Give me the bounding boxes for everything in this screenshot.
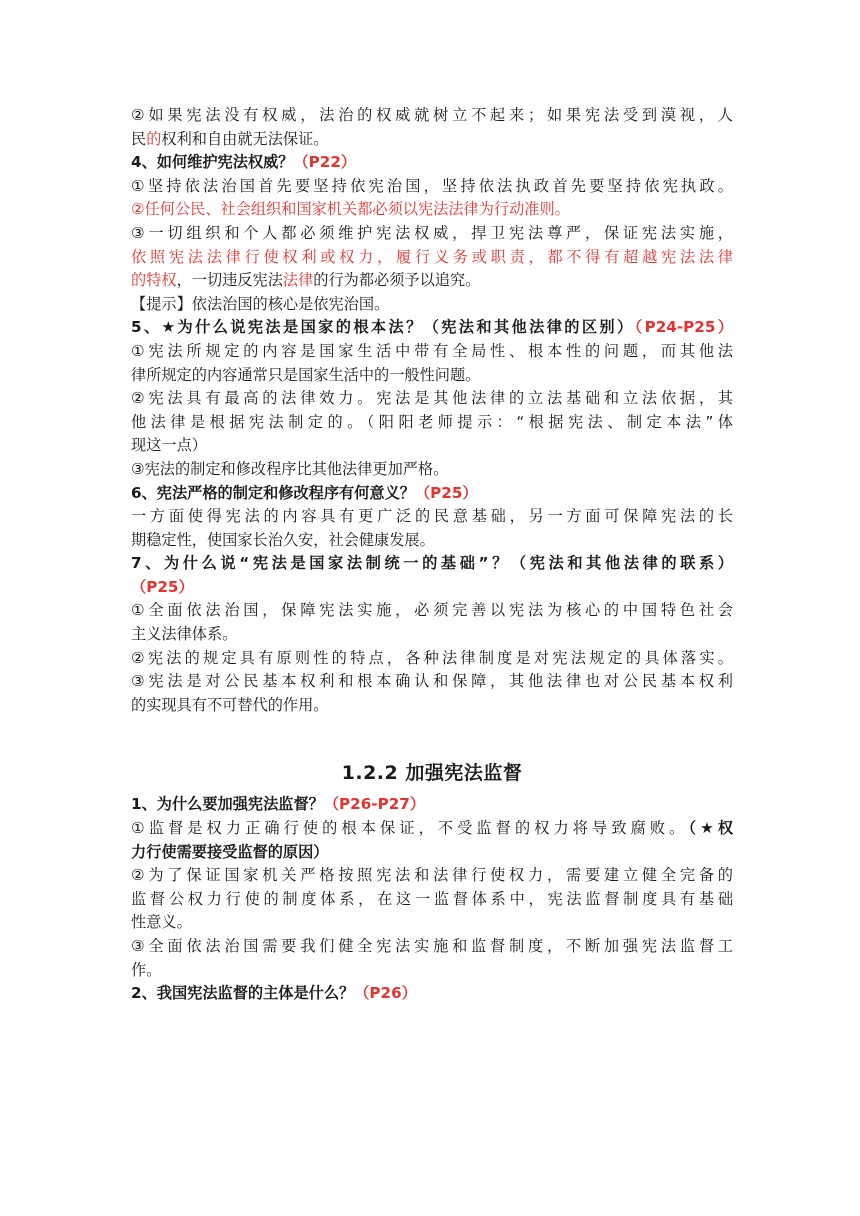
section-title: 1.2.2 加强宪法监督: [341, 762, 523, 785]
text-span: ②如果宪法没有权威，法治的权威就树立不起来；如果宪法受到漠视，人: [131, 106, 733, 124]
page-ref: （P26）: [354, 984, 417, 1003]
question-text: 2、我国宪法监督的主体是什么？: [131, 984, 355, 1003]
text-line: [131, 888, 733, 912]
text-line: [131, 269, 733, 293]
text-span: ，一切违反宪法: [176, 271, 283, 290]
text-span: 他法律是根据宪法制定的。（阳阳老师提示：“根据宪法、制定本法”体: [131, 412, 733, 431]
text-span: ③一切组织和个人都必须维护宪法权威，捍卫宪法尊严，保证宪法实施，: [131, 223, 733, 242]
text-span: ②宪法的规定具有原则性的特点，各种法律制度是对宪法规定的具体落实。: [131, 648, 733, 667]
section-gap: [131, 717, 733, 751]
highlight-line: [131, 246, 733, 270]
question-text: 5、★为什么说宪法是国家的根本法？（宪法和其他法律的区别）: [131, 318, 635, 337]
question-text: 6、宪法严格的制定和修改程序有何意义？: [131, 483, 415, 502]
text-line: [131, 434, 733, 458]
bold-span: （★权: [688, 819, 734, 838]
text-span: 一方面使得宪法的内容具有更广泛的民意基础，另一方面可保障宪法的长: [131, 507, 733, 526]
text-line: [131, 647, 733, 671]
text-span: ②为了保证国家机关严格按照宪法和法律行使权力，需要建立健全完备的: [131, 866, 733, 885]
question-text: 7、为什么说“宪法是国家法制统一的基础”？（宪法和其他法律的联系）: [131, 554, 733, 573]
highlight-span: 的特权: [131, 271, 177, 290]
text-span: ②宪法具有最高的法律效力。宪法是其他法律的立法基础和立法依据，其: [131, 389, 733, 408]
text-line: [131, 623, 733, 647]
text-span: 现这一点）: [131, 436, 207, 455]
text-line: [131, 599, 733, 623]
text-line: [131, 222, 733, 246]
question-text: 1、为什么要加强宪法监督？: [131, 795, 324, 814]
question-heading: [131, 482, 733, 506]
text-line: [131, 935, 733, 959]
text-line: [131, 104, 733, 128]
text-line: [131, 340, 733, 364]
text-span: ③宪法的制定和修改程序比其他法律更加严格。: [131, 459, 449, 478]
text-line: [131, 387, 733, 411]
text-span: 的实现具有不可替代的作用。: [131, 695, 329, 714]
text-line: [131, 529, 733, 553]
highlight-span: 的: [146, 129, 162, 148]
page-ref: （P26-P27）: [323, 795, 426, 814]
text-line: [131, 458, 733, 482]
text-line: [131, 175, 733, 199]
text-span: ①坚持依法治国首先要坚持依宪治国，坚持依法执政首先要坚持依宪执政。: [131, 176, 733, 195]
question-text: 4、如何维护宪法权威？: [131, 153, 294, 172]
page-ref: （P25）: [131, 577, 194, 596]
text-span: 的行为都必须予以追究。: [313, 271, 481, 290]
text-line: [131, 128, 733, 152]
question-heading: [131, 316, 733, 340]
highlight-span: 法律: [282, 271, 314, 290]
highlight-span: ②任何公民、社会组织和国家机关都必须以宪法法律为行动准则。: [131, 200, 570, 219]
highlight-span: 依照宪法法律行使权利或权力，履行义务或职责，都不得有超越宪法法律: [131, 247, 733, 266]
text-span: 期稳定性，使国家长治久安，社会健康发展。: [131, 530, 435, 549]
text-line: [131, 670, 733, 694]
text-span: ①监督是权力正确行使的根本保证，不受监督的权力将导致腐败。: [131, 819, 689, 838]
page-ref: （P22）: [293, 153, 357, 172]
tip-line: [131, 293, 733, 317]
text-span: 权利和自由就无法保证。: [161, 129, 329, 148]
text-span: 主义法律体系。: [131, 625, 238, 644]
page-ref: （P25）: [414, 483, 478, 502]
text-span: 监督公权力行使的制度体系，在这一监督体系中，宪法监督制度具有基础: [131, 889, 733, 908]
page-ref-line: [131, 576, 733, 600]
highlight-line: [131, 198, 733, 222]
text-line: [131, 505, 733, 529]
text-line: [131, 864, 733, 888]
tip-text: 【提示】依法治国的核心是依宪治国。: [131, 294, 390, 313]
text-line: [131, 411, 733, 435]
bold-line: [131, 841, 733, 865]
question-heading: [131, 982, 733, 1006]
bold-span: 力行使需要接受监督的原因）: [131, 842, 329, 861]
text-line: [131, 817, 733, 841]
text-span: ③宪法是对公民基本权利和根本确认和保障，其他法律也对公民基本权利: [131, 672, 733, 691]
text-line: [131, 694, 733, 718]
text-span: 性意义。: [131, 913, 192, 932]
question-heading: [131, 552, 733, 576]
text-line: [131, 959, 733, 983]
text-span: ③全面依法治国需要我们健全宪法实施和监督制度，不断加强宪法监督工: [131, 937, 733, 955]
document-page: [131, 104, 733, 1006]
text-span: 作。: [131, 960, 162, 979]
text-span: ①宪法所规定的内容是国家生活中带有全局性、根本性的问题，而其他法: [131, 341, 733, 360]
text-line: [131, 911, 733, 935]
text-span: 律所规定的内容通常只是国家生活中的一般性问题。: [131, 365, 481, 384]
text-span: ①全面依法治国，保障宪法实施，必须完善以宪法为核心的中国特色社会: [131, 601, 733, 620]
question-heading: [131, 793, 733, 817]
question-heading: [131, 151, 733, 175]
text-line: [131, 364, 733, 388]
text-span: 民: [131, 129, 147, 148]
page-ref: （P24-P25）: [634, 318, 733, 337]
